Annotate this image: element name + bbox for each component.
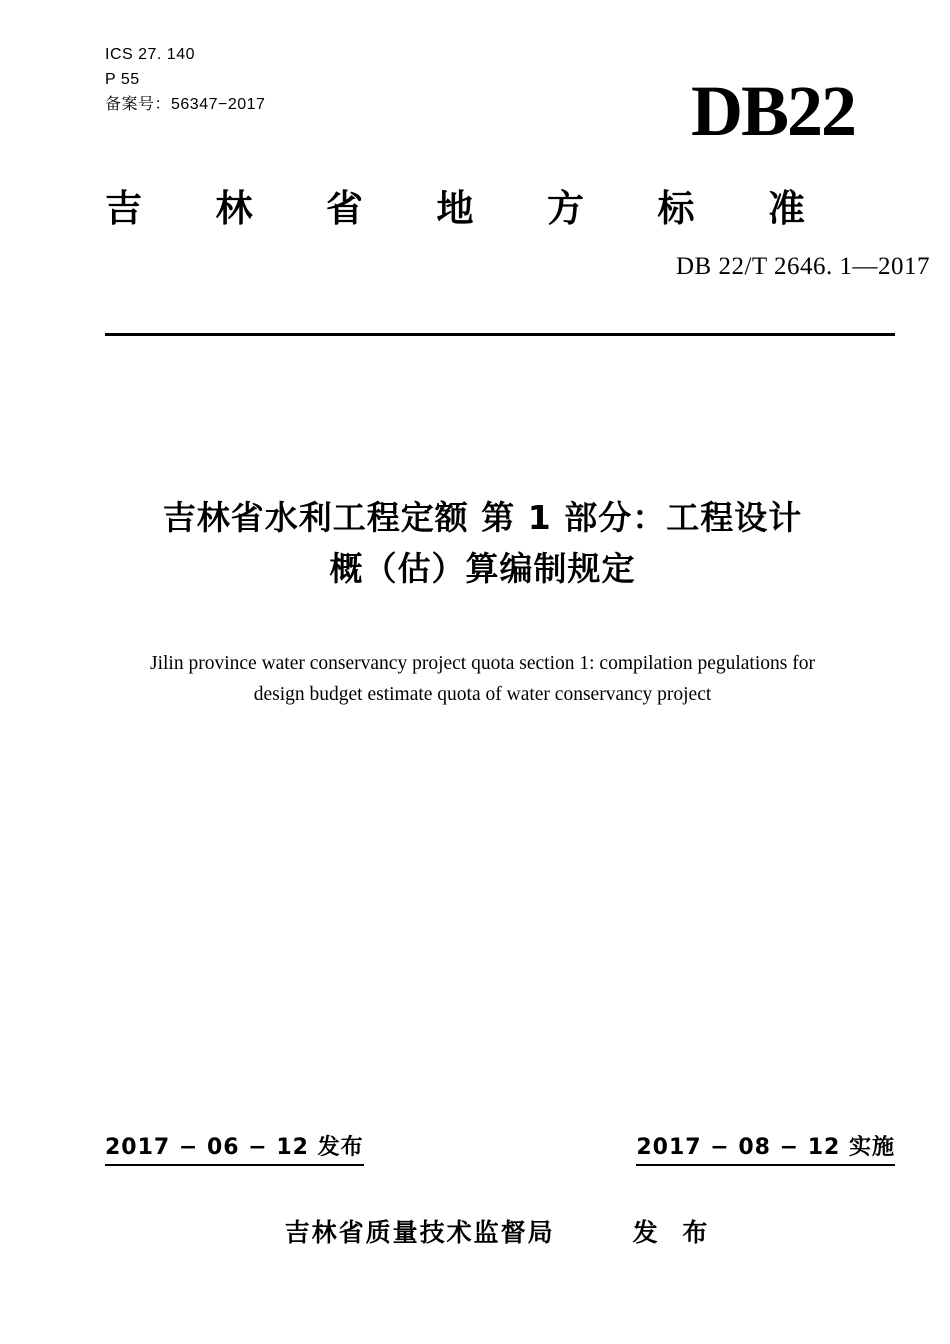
standard-number: DB 22/T 2646. 1—2017 bbox=[676, 253, 930, 280]
document-codes bbox=[105, 42, 265, 117]
page-title-line-2: 概（估）算编制规定 bbox=[329, 549, 636, 589]
standard-type-char-4: 方 bbox=[547, 187, 584, 230]
standard-type-heading bbox=[105, 178, 805, 232]
db22-logo: DB22 bbox=[690, 71, 855, 151]
standard-type-char-3: 地 bbox=[436, 187, 474, 230]
page-title-line-1: 吉林省水利工程定额 第 1 部分：工程设计 bbox=[162, 498, 803, 537]
effective-date: 2017 − 08 − 12 实施 bbox=[636, 1130, 895, 1166]
header-block bbox=[75, 0, 875, 200]
english-title-line-2: design budget estimate quota of water conservancy project bbox=[253, 684, 712, 706]
page-title bbox=[90, 492, 875, 594]
header-divider bbox=[105, 333, 895, 336]
standard-type-char-5: 标 bbox=[657, 187, 695, 230]
ics-code: ICS 27. 140 bbox=[105, 46, 195, 63]
issue-date: 2017 − 06 − 12 发布 bbox=[105, 1130, 364, 1166]
classification-code: P 55 bbox=[105, 71, 140, 88]
record-number: 备案号：56347−2017 bbox=[105, 96, 266, 113]
standard-type-char-2: 省 bbox=[326, 187, 363, 230]
issuer-row bbox=[105, 1213, 895, 1249]
english-title bbox=[90, 648, 875, 710]
english-title-line-1: Jilin province water conservancy project quota section 1: compilation pegulations for bbox=[150, 653, 815, 674]
issue-verb: 发 布 bbox=[632, 1218, 716, 1247]
date-row bbox=[105, 1130, 895, 1166]
standard-type-char-6: 准 bbox=[768, 187, 805, 230]
standard-type-char-1: 林 bbox=[215, 187, 253, 230]
standard-type-char-0: 吉 bbox=[105, 187, 142, 230]
issuer-name: 吉林省质量技术监督局 bbox=[284, 1218, 555, 1247]
